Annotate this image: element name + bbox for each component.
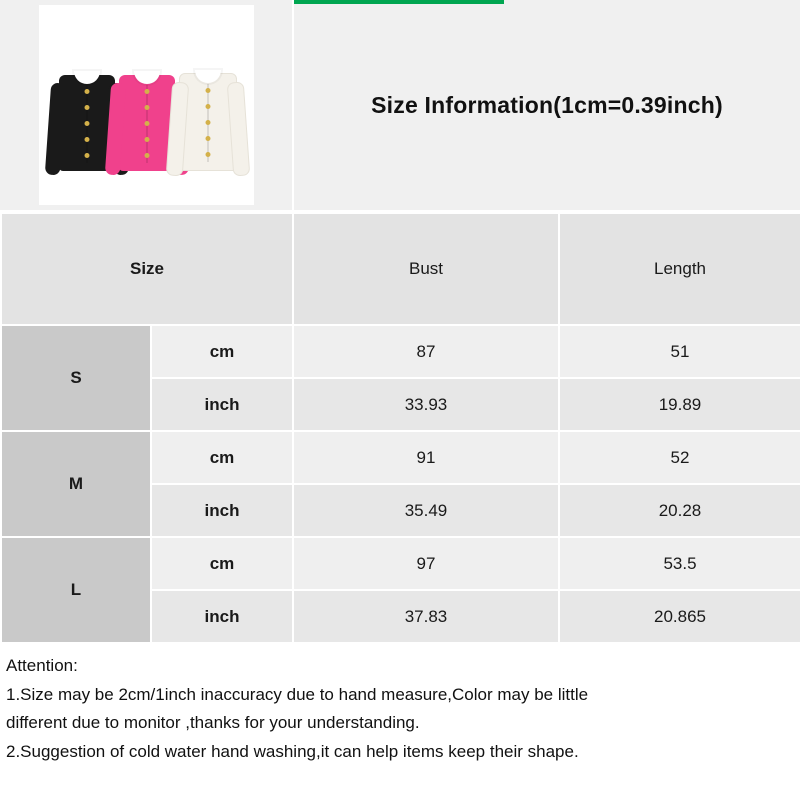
table-row bbox=[1, 431, 800, 484]
header-title-cell bbox=[294, 0, 800, 210]
column-header-bust: Bust bbox=[293, 213, 559, 325]
attention-heading: Attention: bbox=[6, 656, 78, 675]
unit-label: inch bbox=[151, 484, 293, 537]
length-value: 20.865 bbox=[559, 590, 800, 643]
product-photo bbox=[39, 5, 254, 205]
table-row bbox=[1, 325, 800, 378]
unit-label: cm bbox=[151, 325, 293, 378]
bust-value: 87 bbox=[293, 325, 559, 378]
attention-block bbox=[0, 644, 800, 766]
column-header-length: Length bbox=[559, 213, 800, 325]
length-value: 52 bbox=[559, 431, 800, 484]
length-value: 51 bbox=[559, 325, 800, 378]
accent-bar bbox=[294, 0, 504, 4]
size-table bbox=[0, 212, 800, 644]
unit-label: cm bbox=[151, 431, 293, 484]
length-value: 20.28 bbox=[559, 484, 800, 537]
bust-value: 37.83 bbox=[293, 590, 559, 643]
length-value: 19.89 bbox=[559, 378, 800, 431]
bust-value: 35.49 bbox=[293, 484, 559, 537]
unit-label: cm bbox=[151, 537, 293, 590]
size-label-l: L bbox=[1, 537, 151, 643]
attention-line-2: different due to monitor ,thanks for your understanding. bbox=[6, 713, 420, 733]
cardigan-white-icon bbox=[179, 73, 237, 171]
product-image-cell bbox=[0, 0, 294, 210]
bust-value: 91 bbox=[293, 431, 559, 484]
page-title: Size Information(1cm=0.39inch) bbox=[371, 91, 723, 118]
size-label-m: M bbox=[1, 431, 151, 537]
size-label-s: S bbox=[1, 325, 151, 431]
unit-label: inch bbox=[151, 378, 293, 431]
table-header-row bbox=[1, 213, 800, 325]
attention-line-3: 2.Suggestion of cold water hand washing,it can help items keep their shape. bbox=[6, 741, 579, 761]
attention-line-1: 1.Size may be 2cm/1inch inaccuracy due to hand measure,Color may be little bbox=[6, 684, 589, 704]
unit-label: inch bbox=[151, 590, 293, 643]
column-header-size: Size bbox=[1, 213, 293, 325]
bust-value: 97 bbox=[293, 537, 559, 590]
bust-value: 33.93 bbox=[293, 378, 559, 431]
header-band bbox=[0, 0, 800, 212]
table-row bbox=[1, 537, 800, 590]
length-value: 53.5 bbox=[559, 537, 800, 590]
